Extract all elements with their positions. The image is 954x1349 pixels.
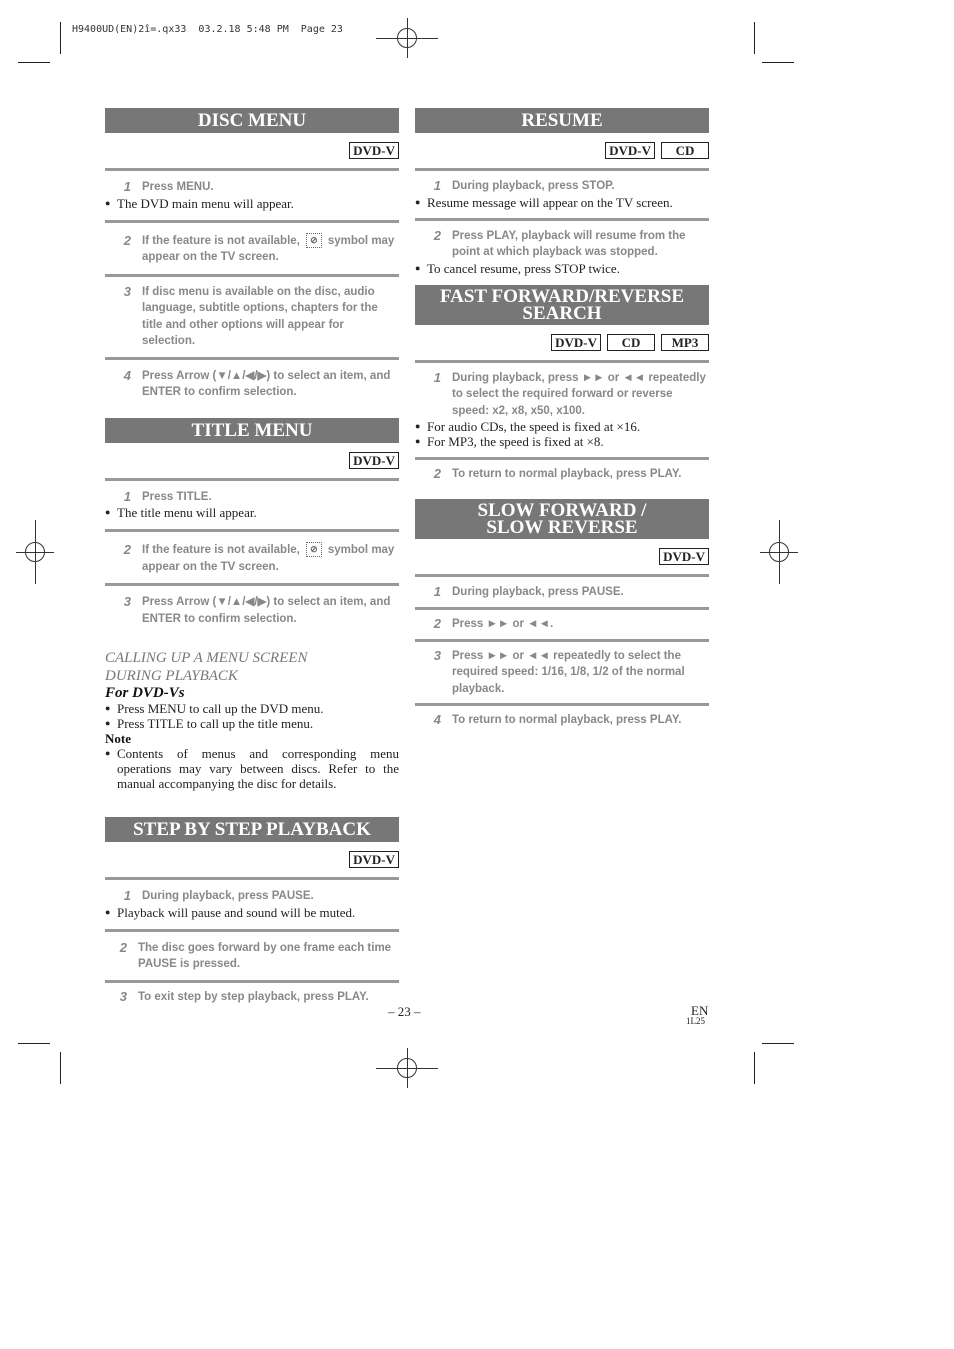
disc-menu-step-1 <box>105 179 399 211</box>
bullet-text: Press TITLE to call up the title menu. <box>117 716 314 731</box>
step-text: symbol may appear on the TV screen. <box>142 234 395 263</box>
step-number: 2 <box>433 616 441 631</box>
bullet-icon: ● <box>105 703 111 713</box>
slow-step-4 <box>415 712 709 729</box>
disc-menu-step-3 <box>105 284 399 350</box>
slow-heading-line1: SLOW FORWARD / <box>477 499 647 521</box>
bullet-icon: ● <box>415 436 421 446</box>
bullet-text: For MP3, the speed is fixed at ×8. <box>427 434 604 449</box>
print-slug: H9400UD(EN)2î=.qx33 03.2.18 5:48 PM Page 23 <box>72 24 343 35</box>
step-number: 4 <box>123 367 131 383</box>
calling-heading: CALLING UP A MENU SCREEN DURING PLAYBACK <box>105 650 308 684</box>
fast-search-tags <box>415 334 709 351</box>
divider <box>415 218 709 221</box>
step-number: 3 <box>123 283 131 299</box>
step-number: 1 <box>123 179 131 194</box>
divider <box>415 639 709 642</box>
crop-mark <box>60 1052 61 1084</box>
step-playback-step-3 <box>105 989 399 1006</box>
step-playback-tags <box>105 851 399 868</box>
title-menu-heading: TITLE MENU <box>105 418 399 443</box>
disc-menu-heading: DISC MENU <box>105 108 399 133</box>
for-dvd-heading: For DVD-Vs <box>105 685 185 701</box>
slow-step-3 <box>415 648 709 698</box>
step-text: To return to normal playback, press PLAY. <box>452 468 682 480</box>
dvd-v-tag: DVD-V <box>349 851 399 868</box>
dvd-v-tag: DVD-V <box>349 452 399 469</box>
divider <box>105 168 399 171</box>
step-playback-step-1 <box>105 888 399 920</box>
calling-section <box>105 649 399 791</box>
bullet-icon: ● <box>105 507 111 517</box>
step-number: 1 <box>433 583 441 599</box>
divider <box>105 529 399 532</box>
bullet-icon: ● <box>415 262 421 273</box>
bullet-icon: ● <box>415 421 421 431</box>
resume-step-2 <box>415 228 709 276</box>
registration-line <box>407 18 408 58</box>
step-number: 2 <box>433 466 441 481</box>
divider <box>415 574 709 577</box>
left-column <box>105 108 399 1005</box>
divider <box>415 457 709 460</box>
step-text: Press TITLE. <box>142 490 212 503</box>
slow-heading-line2: SLOW REVERSE <box>486 516 638 538</box>
step-number: 1 <box>433 178 441 193</box>
fast-search-step-2 <box>415 466 709 483</box>
step-text: Press Arrow (▼/▲/◀/▶) to select an item, and ENTER to confirm selection. <box>142 369 391 398</box>
cd-tag: CD <box>661 142 709 159</box>
divider <box>415 607 709 610</box>
step-text: If the feature is not available, <box>142 544 300 556</box>
step-text: During playback, press STOP. <box>452 180 615 192</box>
step-number: 3 <box>119 988 127 1004</box>
step-text: During playback, press PAUSE. <box>452 585 624 598</box>
step-text: If the feature is not available, <box>142 234 300 247</box>
bullet-text: Resume message will appear on the TV screen. <box>427 194 673 210</box>
crop-mark <box>18 1043 50 1044</box>
prohibited-symbol-icon: ⊘ <box>306 233 322 248</box>
crop-mark <box>18 62 50 63</box>
step-text: symbol may appear on the TV screen. <box>142 544 395 573</box>
bullet-text: Playback will pause and sound will be muted. <box>117 904 356 920</box>
resume-tags <box>415 142 709 159</box>
title-menu-tags <box>105 452 399 469</box>
bullet-text: To cancel resume, press STOP twice. <box>427 260 620 276</box>
step-text: During playback, press PAUSE. <box>142 890 314 902</box>
step-number: 1 <box>123 888 131 903</box>
step-number: 2 <box>123 542 131 557</box>
fast-search-heading-line1: FAST FORWARD/REVERSE <box>439 285 685 307</box>
step-number: 2 <box>123 232 131 248</box>
prohibited-symbol-icon: ⊘ <box>306 542 322 557</box>
step-number: 1 <box>433 369 441 385</box>
bullet-icon: ● <box>105 718 111 728</box>
fast-search-heading <box>415 285 709 325</box>
step-text: Press Arrow (▼/▲/◀/▶) to select an item, and ENTER to confirm selection. <box>142 596 391 625</box>
step-number: 1 <box>123 488 131 504</box>
step-text: To return to normal playback, press PLAY. <box>452 714 682 726</box>
dvd-v-tag: DVD-V <box>551 334 601 351</box>
divider <box>105 877 399 880</box>
resume-heading: RESUME <box>415 108 709 133</box>
resume-step-1 <box>415 178 709 210</box>
crop-mark <box>762 62 794 63</box>
step-number: 3 <box>433 647 441 663</box>
disc-menu-step-4 <box>105 368 399 401</box>
bullet-text: Contents of menus and corresponding menu operations may vary between discs. Refer to the manual accompanying the disc for details. <box>117 746 399 791</box>
crop-mark <box>754 1052 755 1084</box>
fast-search-step-1 <box>415 370 709 450</box>
dvd-v-tag: DVD-V <box>659 548 709 565</box>
step-number: 2 <box>119 939 127 955</box>
bullet-text: For audio CDs, the speed is fixed at ×16. <box>427 419 641 434</box>
divider <box>105 980 399 983</box>
divider <box>415 168 709 171</box>
divider <box>105 929 399 932</box>
step-playback-step-2 <box>105 940 399 973</box>
step-text: The disc goes forward by one frame each time PAUSE is pressed. <box>138 941 392 970</box>
step-text: Press MENU. <box>142 181 214 193</box>
step-text: During playback, press ►► or ◄◄ repeatedly to select the required forward or reverse speed: x2, x8, x50, x100. <box>452 371 706 417</box>
page-number: – 23 – <box>388 1004 421 1019</box>
title-menu-step-3 <box>105 594 399 627</box>
registration-line <box>779 520 780 584</box>
cd-tag: CD <box>607 334 655 351</box>
step-playback-heading: STEP BY STEP PLAYBACK <box>105 817 399 842</box>
bullet-icon: ● <box>415 196 421 207</box>
bullet-icon: ● <box>105 197 111 208</box>
language-code: EN <box>691 1003 709 1018</box>
crop-mark <box>762 1043 794 1044</box>
slow-step-1 <box>415 584 709 601</box>
right-column <box>415 108 709 729</box>
slow-tags <box>415 548 709 565</box>
mp3-tag: MP3 <box>661 334 709 351</box>
note-label: Note <box>105 731 131 746</box>
bullet-text: The DVD main menu will appear. <box>117 195 294 211</box>
divider <box>105 274 399 277</box>
step-text: Press ►► or ◄◄. <box>452 618 554 630</box>
dvd-v-tag: DVD-V <box>605 142 655 159</box>
dvd-v-tag: DVD-V <box>349 142 399 159</box>
divider <box>415 360 709 363</box>
bullet-icon: ● <box>105 906 111 917</box>
bullet-text: Press MENU to call up the DVD menu. <box>117 701 324 716</box>
title-menu-step-2 <box>105 542 399 575</box>
disc-menu-tags <box>105 142 399 159</box>
fast-search-heading-line2: SEARCH <box>522 302 602 324</box>
divider <box>105 357 399 360</box>
step-number: 4 <box>433 712 441 727</box>
registration-line <box>35 520 36 584</box>
step-number: 2 <box>433 227 441 243</box>
divider <box>105 220 399 223</box>
divider <box>105 478 399 481</box>
crop-mark <box>60 22 61 54</box>
step-text: Press ►► or ◄◄ repeatedly to select the required speed: 1/16, 1/8, 1/2 of the normal playback. <box>452 649 685 695</box>
title-menu-step-1 <box>105 489 399 521</box>
divider <box>105 583 399 586</box>
step-text: To exit step by step playback, press PLAY. <box>138 990 369 1003</box>
crop-mark <box>754 22 755 54</box>
registration-line <box>407 1048 408 1088</box>
step-text: Press PLAY, playback will resume from the point at which playback was stopped. <box>452 229 686 258</box>
disc-menu-step-2 <box>105 233 399 266</box>
bullet-text: The title menu will appear. <box>117 505 257 520</box>
divider <box>415 703 709 706</box>
slow-heading <box>415 499 709 539</box>
step-text: If disc menu is available on the disc, audio language, subtitle options, chapters for the title and other options will appear for selection. <box>142 285 378 347</box>
bullet-icon: ● <box>105 748 111 758</box>
step-number: 3 <box>123 594 131 609</box>
doc-code: 1L25 <box>686 1016 705 1026</box>
slow-step-2 <box>415 616 709 633</box>
